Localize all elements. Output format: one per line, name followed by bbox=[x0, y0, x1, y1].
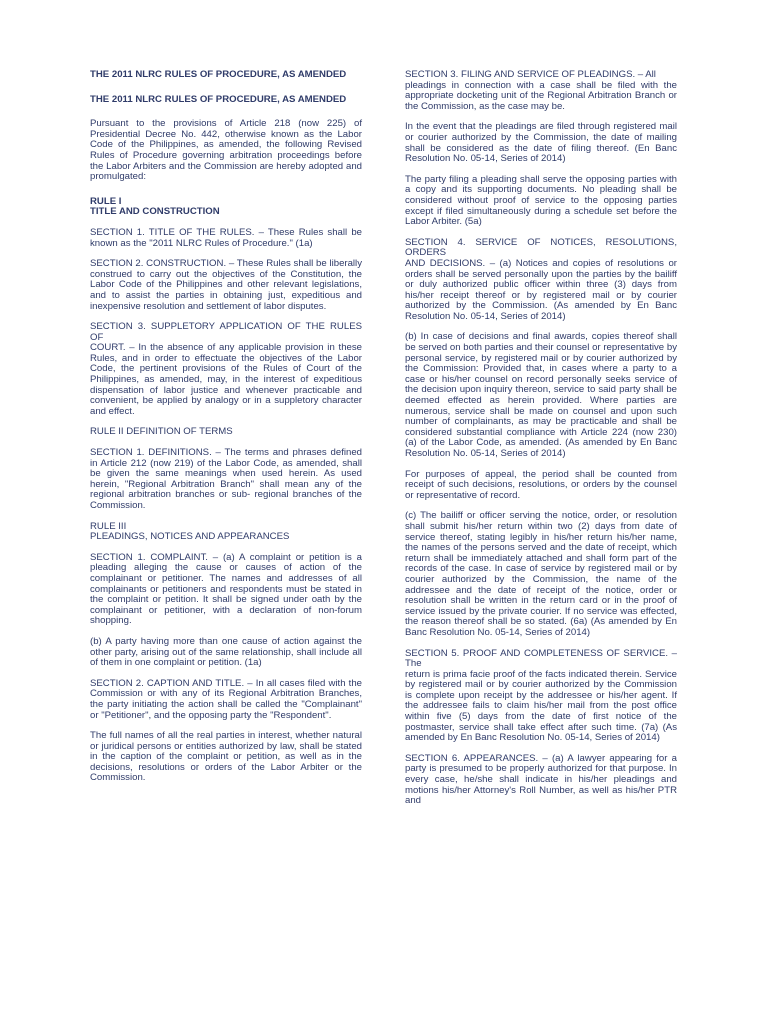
right-column bbox=[405, 70, 677, 817]
rule-3-section-4: SECTION 4. SERVICE OF NOTICES, RESOLUTIONS, ORDERS AND DECISIONS. – (a) Notices and copies of resolutions or orders shall be served personally upon the parties by the bailiff or duly authorized public officer within three (3) days from his/her receipt thereof or by registered mail or by courier authorized by the Commission. (As amended by En Banc Resolution No. 05-14, Series of 2014) bbox=[405, 236, 677, 322]
rule-3-section-4-appeal: For purposes of appeal, the period shall be counted from receipt of such decisions, resolutions, or orders by the counsel or representative of record. bbox=[405, 468, 677, 501]
rule-1-section-2: SECTION 2. CONSTRUCTION. – These Rules shall be liberally construed to carry out the objectives of the Constitution, the Labor Code of the Philippines and other relevant legislations, and to assist the parties in obtaining just, expeditious and inexpensive resolution and settlement of labor disputes. bbox=[90, 258, 362, 312]
rule-3-section-1-b: (b) A party having more than one cause of action against the other party, arising out of the same relationship, shall include all of them in one complaint or petition. (1a) bbox=[90, 635, 362, 669]
document-title: THE 2011 NLRC RULES OF PROCEDURE, AS AMENDED bbox=[90, 69, 347, 80]
rule-1-section-1: SECTION 1. TITLE OF THE RULES. – These Rules shall be known as the "2011 NLRC Rules of Procedure." (1a) bbox=[90, 226, 362, 249]
rule-1-heading: RULE I TITLE AND CONSTRUCTION bbox=[90, 195, 220, 218]
rule-2-section-1: SECTION 1. DEFINITIONS. – The terms and phrases defined in Article 212 (now 219) of the Labor Code, as amended, shall be given the same meanings when used herein. As used herein, "Regional Arbitration Branch" shall mean any of the regional arbitration branches or sub- regional branches of the Commission. bbox=[90, 447, 362, 511]
rule-1-section-3: SECTION 3. SUPPLETORY APPLICATION OF THE RULES OF COURT. – In the absence of any applicable provision in these Rules, and in order to effectuate the objectives of the Labor Code, the pertinent provisions of the Rules of Court of the Philippines, as amended, may, in the interest of expeditious dispensation of labor justice and whenever practicable and convenient, be applied by analogy or in a suppletory character and effect. bbox=[90, 321, 362, 417]
rule-3-section-1: SECTION 1. COMPLAINT. – (a) A complaint or petition is a pleading alleging the cause or causes of action of the complainant or petitioner. The names and addresses of all complainants or petitioners and respondents must be stated in the complaint or petition. It shall be signed under oath by the complainant or petitioner, with a declaration of non-forum shopping. bbox=[90, 551, 362, 627]
rule-3-section-3-c: The party filing a pleading shall serve the opposing parties with a copy and its supporting documents. No pleading shall be considered without proof of service to the opposing parties except if filed simultaneously during a schedule set before the Labor Arbiter. (5a) bbox=[405, 173, 677, 228]
rule-3-section-2: SECTION 2. CAPTION AND TITLE. – In all cases filed with the Commission or with any of its Regional Arbitration Branches, the party initiating the action shall be called the "Complainant" or "Petitioner", and the opposing party the "Respondent". bbox=[90, 677, 362, 721]
rule-3-section-5: SECTION 5. PROOF AND COMPLETENESS OF SERVICE. – The return is prima facie proof of the facts indicated therein. Service by registered mail or by courier authorized by the Commission is complete upon receipt by the addressee or his/her agent. If the addressee fails to claim his/her mail from the post office within five (5) days from the date of first notice of the postmaster, service shall take effect after such time. (7a) (As amended by En Banc Resolution No. 05-14, Series of 2014) bbox=[405, 647, 677, 744]
preamble: Pursuant to the provisions of Article 218 (now 225) of Presidential Decree No. 442, otherwise known as the Labor Code of the Philippines, as amended, the following Revised Rules of Procedure governing arbitration proceedings before the Labor Arbiters and the Commission are hereby adopted and promulgated: bbox=[90, 118, 362, 183]
rule-3-section-4-b: (b) In case of decisions and final awards, copies thereof shall be served on both parties and their counsel or representative by personal service, by registered mail or by courier authorized by the Commission: Provided that, in cases where a party to a case or his/her counsel on record personally seeks service of the decision upon inquiry thereon, service to said party shall be deemed effected as herein provided. Where parties are numerous, service shall be made on counsel and upon such number of complainants, as may be practicable and shall be considered substantial compliance with Article 224 (now 230) (a) of the Labor Code, as amended. (As amended by En Banc Resolution No. 05-14, Series of 2014) bbox=[405, 331, 677, 459]
rule-3-section-2-b: The full names of all the real parties in interest, whether natural or juridical persons or entities authorized by law, shall be stated in the caption of the complaint or petition, as well as in the decisions, resolutions or orders of the Labor Arbiter or the Commission. bbox=[90, 730, 362, 784]
rule-2-heading: RULE II DEFINITION OF TERMS bbox=[90, 426, 233, 438]
rule-3-heading: RULE III PLEADINGS, NOTICES AND APPEARANCES bbox=[90, 520, 290, 543]
left-column bbox=[90, 70, 362, 794]
rule-3-section-6: SECTION 6. APPEARANCES. – (a) A lawyer appearing for a party is presumed to be properly authorized for that purpose. In every case, he/she shall indicate in his/her pleadings and motions his/her Attorney's Roll Number, as well as his/her PTR and bbox=[405, 752, 677, 807]
rule-3-section-3-b: In the event that the pleadings are filed through registered mail or courier authorized by the Commission, the date of mailing shall be considered as the date of filing thereof. (En Banc Resolution No. 05-14, Series of 2014) bbox=[405, 121, 677, 165]
document-title-repeat: THE 2011 NLRC RULES OF PROCEDURE, AS AMENDED bbox=[90, 93, 347, 105]
rule-3-section-3: SECTION 3. FILING AND SERVICE OF PLEADINGS. – All pleadings in connection with a case shall be filed with the appropriate docketing unit of the Regional Arbitration Branch or the Commission, as the case may be. bbox=[405, 69, 677, 112]
rule-3-section-4-c: (c) The bailiff or officer serving the notice, order, or resolution shall submit his/her return within two (2) days from date of service thereof, stating legibly in his/her return his/her name, the names of the persons served and the date of receipt, which return shall be immediately attached and shall form part of the records of the case. In case of service by registered mail or by courier authorized by the Commission, the name of the addressee and the date of receipt of the notice, order or resolution shall be written in the return card or in the proof of service issued by the private courier. If no service was effected, the reason thereof shall be so stated. (6a) (As amended by En Banc Resolution No. 05-14, Series of 2014) bbox=[405, 510, 677, 638]
